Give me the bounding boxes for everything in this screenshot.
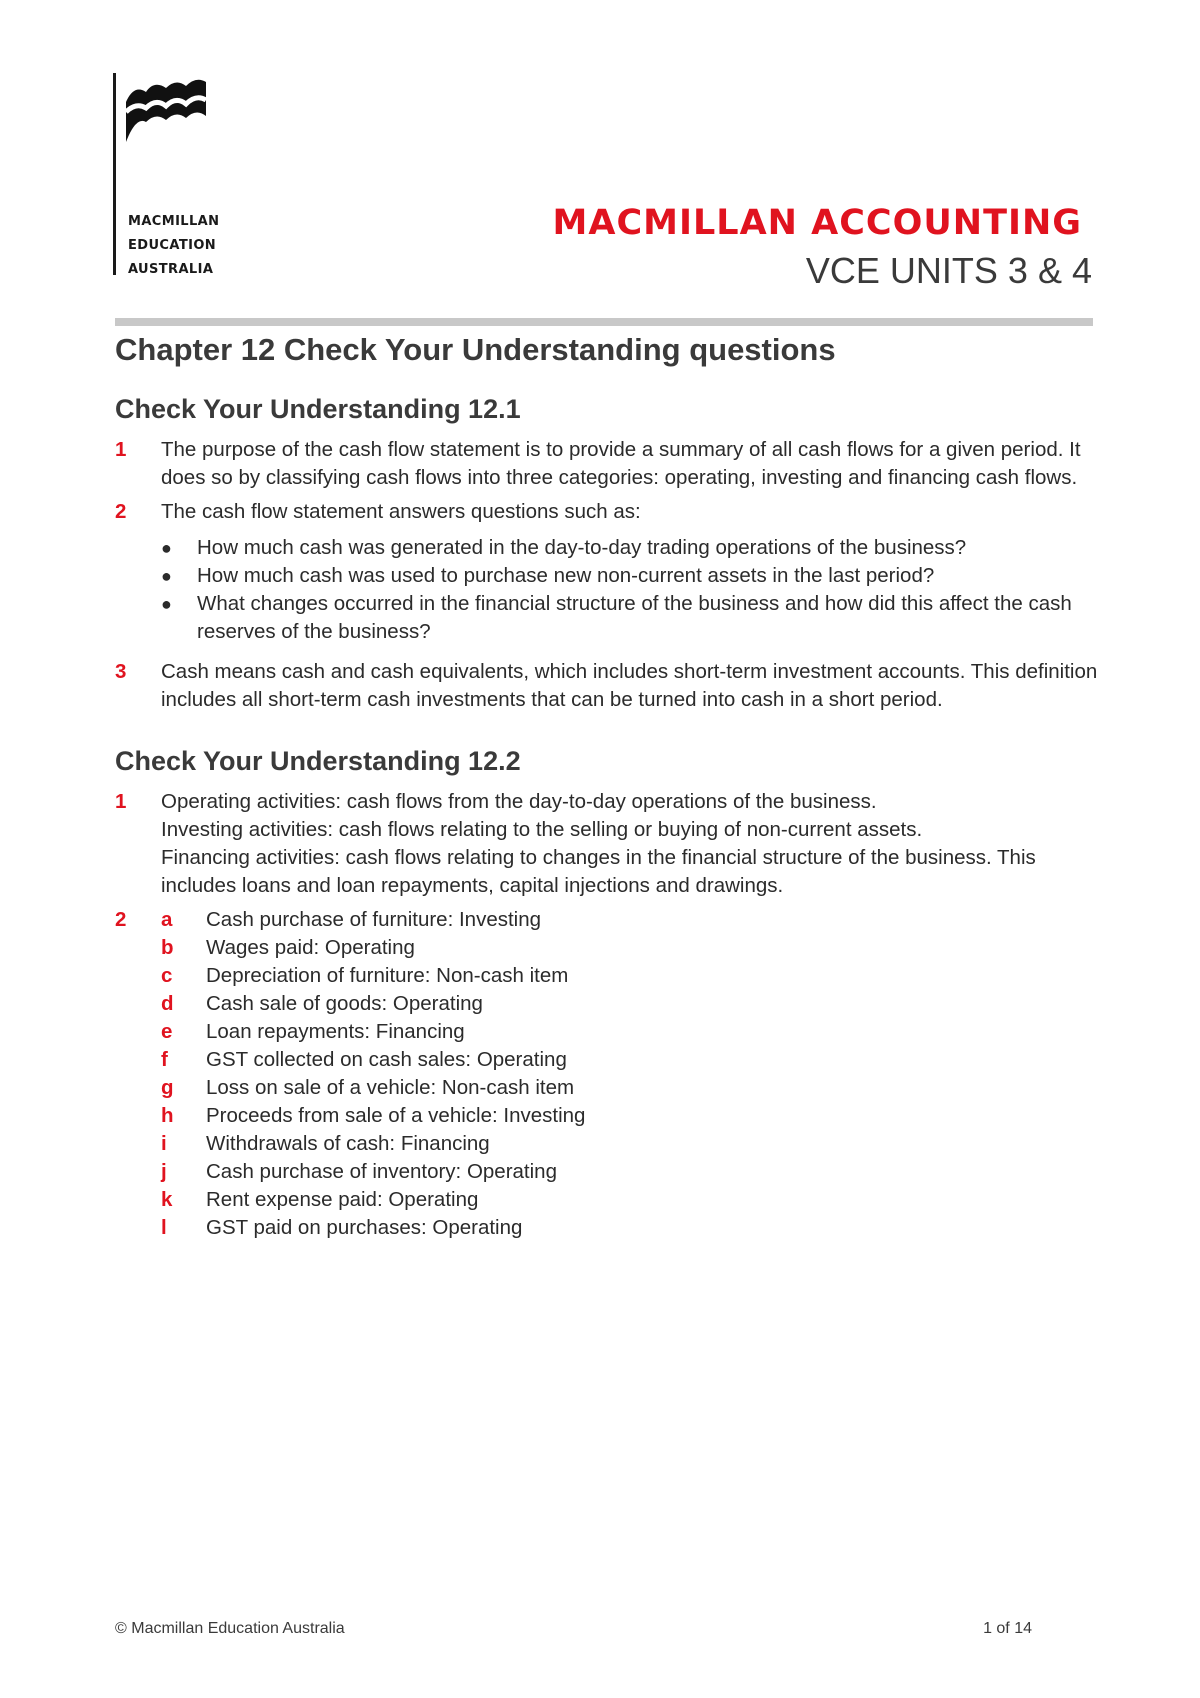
answer-line: Operating activities: cash flows from the day-to-day operations of the business. <box>161 790 877 813</box>
document-body <box>115 330 1100 1248</box>
logo-line-1: MACMILLAN <box>128 214 220 229</box>
question-text: Cash means cash and cash equivalents, which includes short-term investment accounts. This definition includes all short-term cash investments that can be turned into cash in a short period. <box>161 660 1098 711</box>
bullet-icon: ● <box>161 566 172 586</box>
list-item <box>161 534 1100 562</box>
item-text: Loss on sale of a vehicle: Non-cash item <box>206 1076 575 1099</box>
logo-divider <box>113 73 116 275</box>
brand-subtitle: VCE UNITS 3 & 4 <box>805 250 1092 291</box>
question-number: 2 <box>115 500 127 523</box>
footer-page-number: 1 of 14 <box>983 1620 1032 1637</box>
brand-title: MACMILLAN ACCOUNTING <box>552 203 1082 243</box>
list-item <box>161 962 1100 990</box>
list-item <box>161 1130 1100 1158</box>
bullet-text: How much cash was generated in the day-to-day trading operations of the business? <box>197 536 967 559</box>
section-heading-12-2: Check Your Understanding 12.2 <box>115 746 521 776</box>
logo-line-3: AUSTRALIA <box>128 262 214 277</box>
item-letter: a <box>161 908 173 931</box>
bullet-icon: ● <box>161 538 172 558</box>
item-letter: g <box>161 1076 174 1099</box>
footer-copyright: © Macmillan Education Australia <box>115 1620 345 1637</box>
item-letter: e <box>161 1020 173 1043</box>
item-text: Cash purchase of inventory: Operating <box>206 1160 557 1183</box>
item-text: Cash purchase of furniture: Investing <box>206 908 542 931</box>
bullet-text: How much cash was used to purchase new non-current assets in the last period? <box>197 564 935 587</box>
item-letter: f <box>161 1048 168 1071</box>
item-letter: j <box>161 1160 167 1183</box>
question-number: 2 <box>115 908 127 931</box>
item-text: Cash sale of goods: Operating <box>206 992 483 1015</box>
item-text: GST paid on purchases: Operating <box>206 1216 523 1239</box>
answer-line: Financing activities: cash flows relating to changes in the financial structure of the business. This includes loans and loan repayments, capital injections and drawings. <box>161 846 1036 897</box>
list-item <box>161 1214 1100 1242</box>
item-letter: l <box>161 1216 167 1239</box>
answer-line: Investing activities: cash flows relating to the selling or buying of non-current assets. <box>161 818 923 841</box>
list-item <box>161 990 1100 1018</box>
item-letter: d <box>161 992 174 1015</box>
item-text: Proceeds from sale of a vehicle: Investing <box>206 1104 586 1127</box>
question-number: 1 <box>115 790 127 813</box>
item-text: Depreciation of furniture: Non-cash item <box>206 964 569 987</box>
item-text: Rent expense paid: Operating <box>206 1188 479 1211</box>
list-item <box>161 934 1100 962</box>
list-item <box>161 590 1100 646</box>
question-12-2-2 <box>115 906 1100 1242</box>
item-letter: c <box>161 964 173 987</box>
header-rule <box>115 318 1093 326</box>
list-item <box>161 562 1100 590</box>
list-item <box>161 906 1100 934</box>
item-letter: h <box>161 1104 174 1127</box>
list-item <box>161 1018 1100 1046</box>
logo-line-2: EDUCATION <box>128 238 217 253</box>
question-12-2-1 <box>115 788 1100 900</box>
list-item <box>161 1158 1100 1186</box>
section-heading-12-1: Check Your Understanding 12.1 <box>115 394 521 424</box>
question-text: The purpose of the cash flow statement is to provide a summary of all cash flows for a given period. It does so by classifying cash flows into three categories: operating, investing and financing cash flows. <box>161 438 1081 489</box>
list-item <box>161 1046 1100 1074</box>
question-12-1-2 <box>115 498 1100 652</box>
item-letter: i <box>161 1132 167 1155</box>
item-text: Loan repayments: Financing <box>206 1020 465 1043</box>
item-letter: b <box>161 936 174 959</box>
answer-list <box>161 906 1100 1242</box>
item-text: Wages paid: Operating <box>206 936 415 959</box>
item-text: GST collected on cash sales: Operating <box>206 1048 567 1071</box>
question-12-1-1 <box>115 436 1100 492</box>
bullet-text: What changes occurred in the financial structure of the business and how did this affect the cash reserves of the business? <box>197 592 1072 643</box>
list-item <box>161 1074 1100 1102</box>
question-text: The cash flow statement answers questions such as: <box>161 500 641 523</box>
logo-wordmark <box>128 210 219 282</box>
question-12-1-3 <box>115 658 1100 714</box>
chapter-title: Chapter 12 Check Your Understanding questions <box>115 332 836 367</box>
item-letter: k <box>161 1188 173 1211</box>
list-item <box>161 1186 1100 1214</box>
bullet-list <box>161 534 1100 646</box>
bullet-icon: ● <box>161 594 172 614</box>
question-number: 1 <box>115 438 127 461</box>
item-text: Withdrawals of cash: Financing <box>206 1132 490 1155</box>
macmillan-logo-icon <box>124 76 208 144</box>
question-number: 3 <box>115 660 127 683</box>
list-item <box>161 1102 1100 1130</box>
